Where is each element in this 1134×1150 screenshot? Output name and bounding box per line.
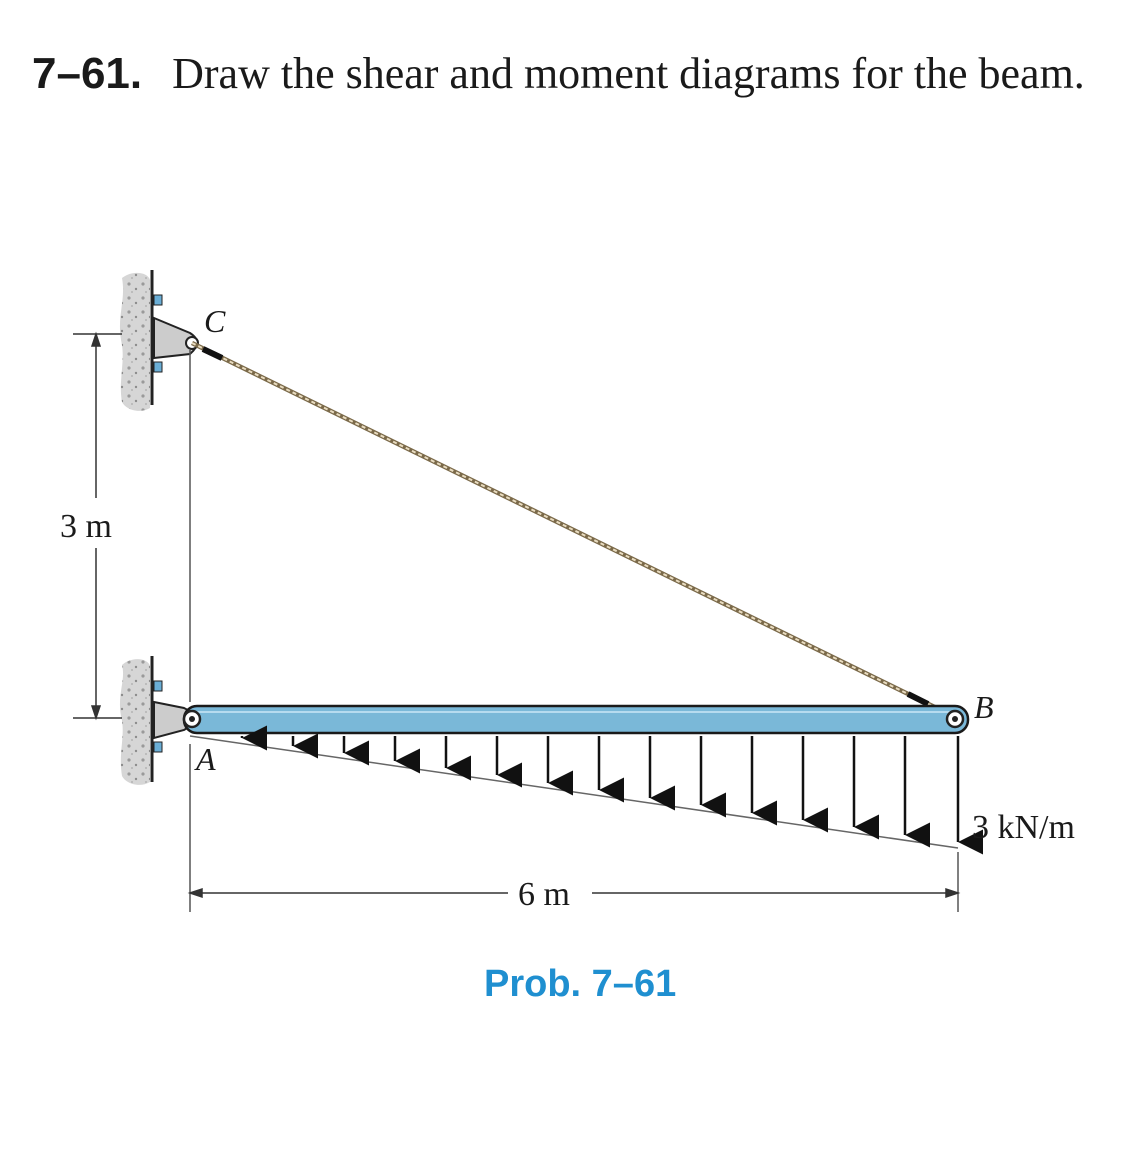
beam-ab	[184, 706, 968, 733]
label-a: A	[196, 741, 216, 777]
problem-number: 7–61.	[32, 49, 143, 98]
wall-support-c	[120, 270, 198, 411]
label-span: 6 m	[518, 876, 570, 913]
distributed-load	[190, 736, 958, 848]
problem-text: Draw the shear and moment diagrams for the beam.	[172, 49, 1085, 98]
label-height: 3 m	[60, 508, 112, 545]
extension-lines	[190, 350, 958, 912]
label-load-intensity: 3 kN/m	[972, 809, 1075, 846]
cable-cb	[192, 343, 955, 717]
figure-caption: Prob. 7–61	[484, 963, 677, 1005]
label-c: C	[204, 303, 226, 339]
span-dimension	[190, 889, 958, 897]
label-b: B	[974, 689, 994, 725]
load-arrows	[242, 736, 958, 842]
